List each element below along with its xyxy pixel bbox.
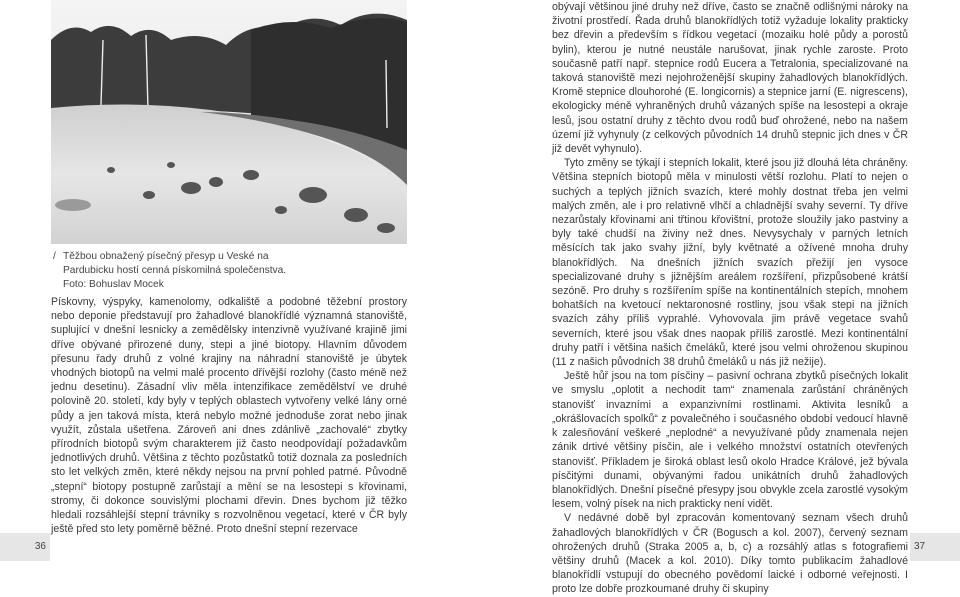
right-text-column bbox=[552, 0, 908, 597]
caption-marker: / bbox=[53, 251, 56, 262]
right-paragraph-1: obývají většinou jiné druhy než dříve, často se značně odlišnými nároky na životní prostředí. Řada druhů blanokřídlých totiž vyžaduje lokality prakticky bez dřevin a především s řídkou vegetací (mozaiku holé půdy a porostů bylin), kterou je nutné neustále narušovat, jinak rychle zaroste. Proto současně patří např. stepnice rodů Eucera a Tetralonia, specializované na taková stanoviště mezi nejohroženější skupiny žahadlových blanokřídlých. Kromě stepnice dlouhorohé (E. longicornis) a stepnice jarní (E. nigrescens), ekologicky méně vyhraněných druhů vázaných spíše na lesostepi a okraje lesů, jsou ostatní druhy z těchto dvou rodů buď ohrožené, nebo na našem území již vyhynuly (z celkových původních 14 druhů stepnic jich dnes v ČR již devět vyhynulo). bbox=[552, 1, 908, 156]
right-paragraph-4: V nedávné době byl zpracován komentovaný seznam všech druhů žahadlových blanokřídlých v ČR (Bogusch a kol. 2007), červený seznam ohrožených druhů (Straka 2005 a, b, c) a rozsáhlý atlas s fotografiemi většiny druhů (Macek a kol. 2010). Díky tomto publikacím žahadlové blanokřídlí vstupují do obecného povědomí laické i odborné veřejnosti. I proto lze dobře prozkoumané druhy či skupiny bbox=[552, 512, 908, 596]
left-text-column bbox=[51, 295, 407, 536]
right-paragraph-3: Ještě hůř jsou na tom písčiny – pasivní ochrana zbytků písečných lokalit ve smyslu „oplotit a nechodit tam“ znamenala zarůstání chráněných stanovišť invazními a expanzivními rostlinami. Aktivita lesníků a „okrášlovacích spolků“ z povalečného i současného období vedoucí hlavně k zalesňování veškeré „neplodné“ a nevyužívané půdy znamenala nejen zánik drtivé většiny písčin, ale i velkého množství ostatních otevřených stanovišť. Příkladem je široká oblast lesů okolo Hradce Králové, jež bývala písčitými dunami, obývanými řadou unikátních druhů žahadlových blanokřídlých. Dnešní písečné přesypy jsou obvykle zcela zarostlé vysokým lesem, volný písek na nich prakticky není vidět. bbox=[552, 370, 908, 511]
page-number-left: 36 bbox=[0, 533, 50, 561]
caption-text: Těžbou obnažený písečný přesyp u Veské na Pardubicku hostí cenná pískomilná společenstva. Foto: Bohuslav Mocek bbox=[63, 251, 287, 290]
page-number-right: 37 bbox=[910, 533, 960, 561]
figure-caption bbox=[53, 250, 307, 292]
left-paragraph: Pískovny, výspyky, kamenolomy, odkaliště a podobné těžební prostory nebo deponie představují pro žahadlové blanokřídlé významná stanoviště, suplující v dnešní lesnicky a zemědělsky intenzivně využívané krajině jimi dříve obývané přirozené duny, stepi a jiné biotopy. Hlavním důvodem přesunu řady druhů z volné krajiny na náhradní stanoviště je úbytek vhodných biotopů na velmi malé procento dřívější rozlohy (často méně než jednu desetinu). Zásadní vliv měla intenzifikace zemědělství ve druhé polovině 20. století, kdy byly v teplých oblastech vytvořeny velké lány orné půdy a jen taková místa, která nebylo možné jednoduše zorat nebo jinak využít, zůstala ušetřena. Zároveň ani dnes zdánlivě „zachovalé“ zbytky přírodních biotopů svým charakterem již často neodpovídají požadavkům jednotlivých druhů. Většina z těchto pozůstatků totiž doznala za posledních sto let velkých změn, které někdy nejsou na první pohled patrné. Původně „stepní“ biotopy postupně zarůstají a mění se na lesostepi s křovinami, stromy, či dokonce souvislými plochami dřevin. Dnes bychom již těžko hledali rozsáhlejší stepní trávníky s rozvolněnou vegetací, které v ČR byly ještě před sto lety poměrně běžné. Proto dnešní stepní rezervace bbox=[51, 296, 407, 536]
sand-dune-photo bbox=[51, 0, 407, 244]
right-paragraph-2: Tyto změny se týkají i stepních lokalit, které jsou již dlouhá léta chráněny. Většina stepních biotopů měla v minulosti větší rozlohu. Platí to nejen o suchých a teplých jižních svazích, které mohly dostnat třeba jen velmi malých změn, ale i pro relativně vlhčí a chladnější svahy severní. Ty dříve nezarůstaly křovinami ani třtinou křovištní, protože sloužily jako pastviny a byly také chudší na živiny než dnes. Nevysychaly v parných letních měsících tak jako svahy jižní, byly květnaté a ožívené mnoha druhy blanokřídlých. Na dnešních jižních svazích přežijí jen vysoce specializované druhy s jižnějším areálem rozšíření, přizpůsobené krátší sezóně. Pro druhy s rozšířením spíše na kontinentálních stepích, mnohem bohatších na kvetoucí nektaronosné rostliny, jsou však stepi na jižních svazích záhy příliš vyprahlé. Vyhovovala jim právě vegetace svahů severních, které jsou však dnes naopak příliš zarostlé. Mezi kontinentální druhy patří i většina našich čmeláků, které jsou velmi ohroženou skupinou (11 z našich původních 38 druhů čmeláků u nás již nežije). bbox=[552, 157, 908, 369]
